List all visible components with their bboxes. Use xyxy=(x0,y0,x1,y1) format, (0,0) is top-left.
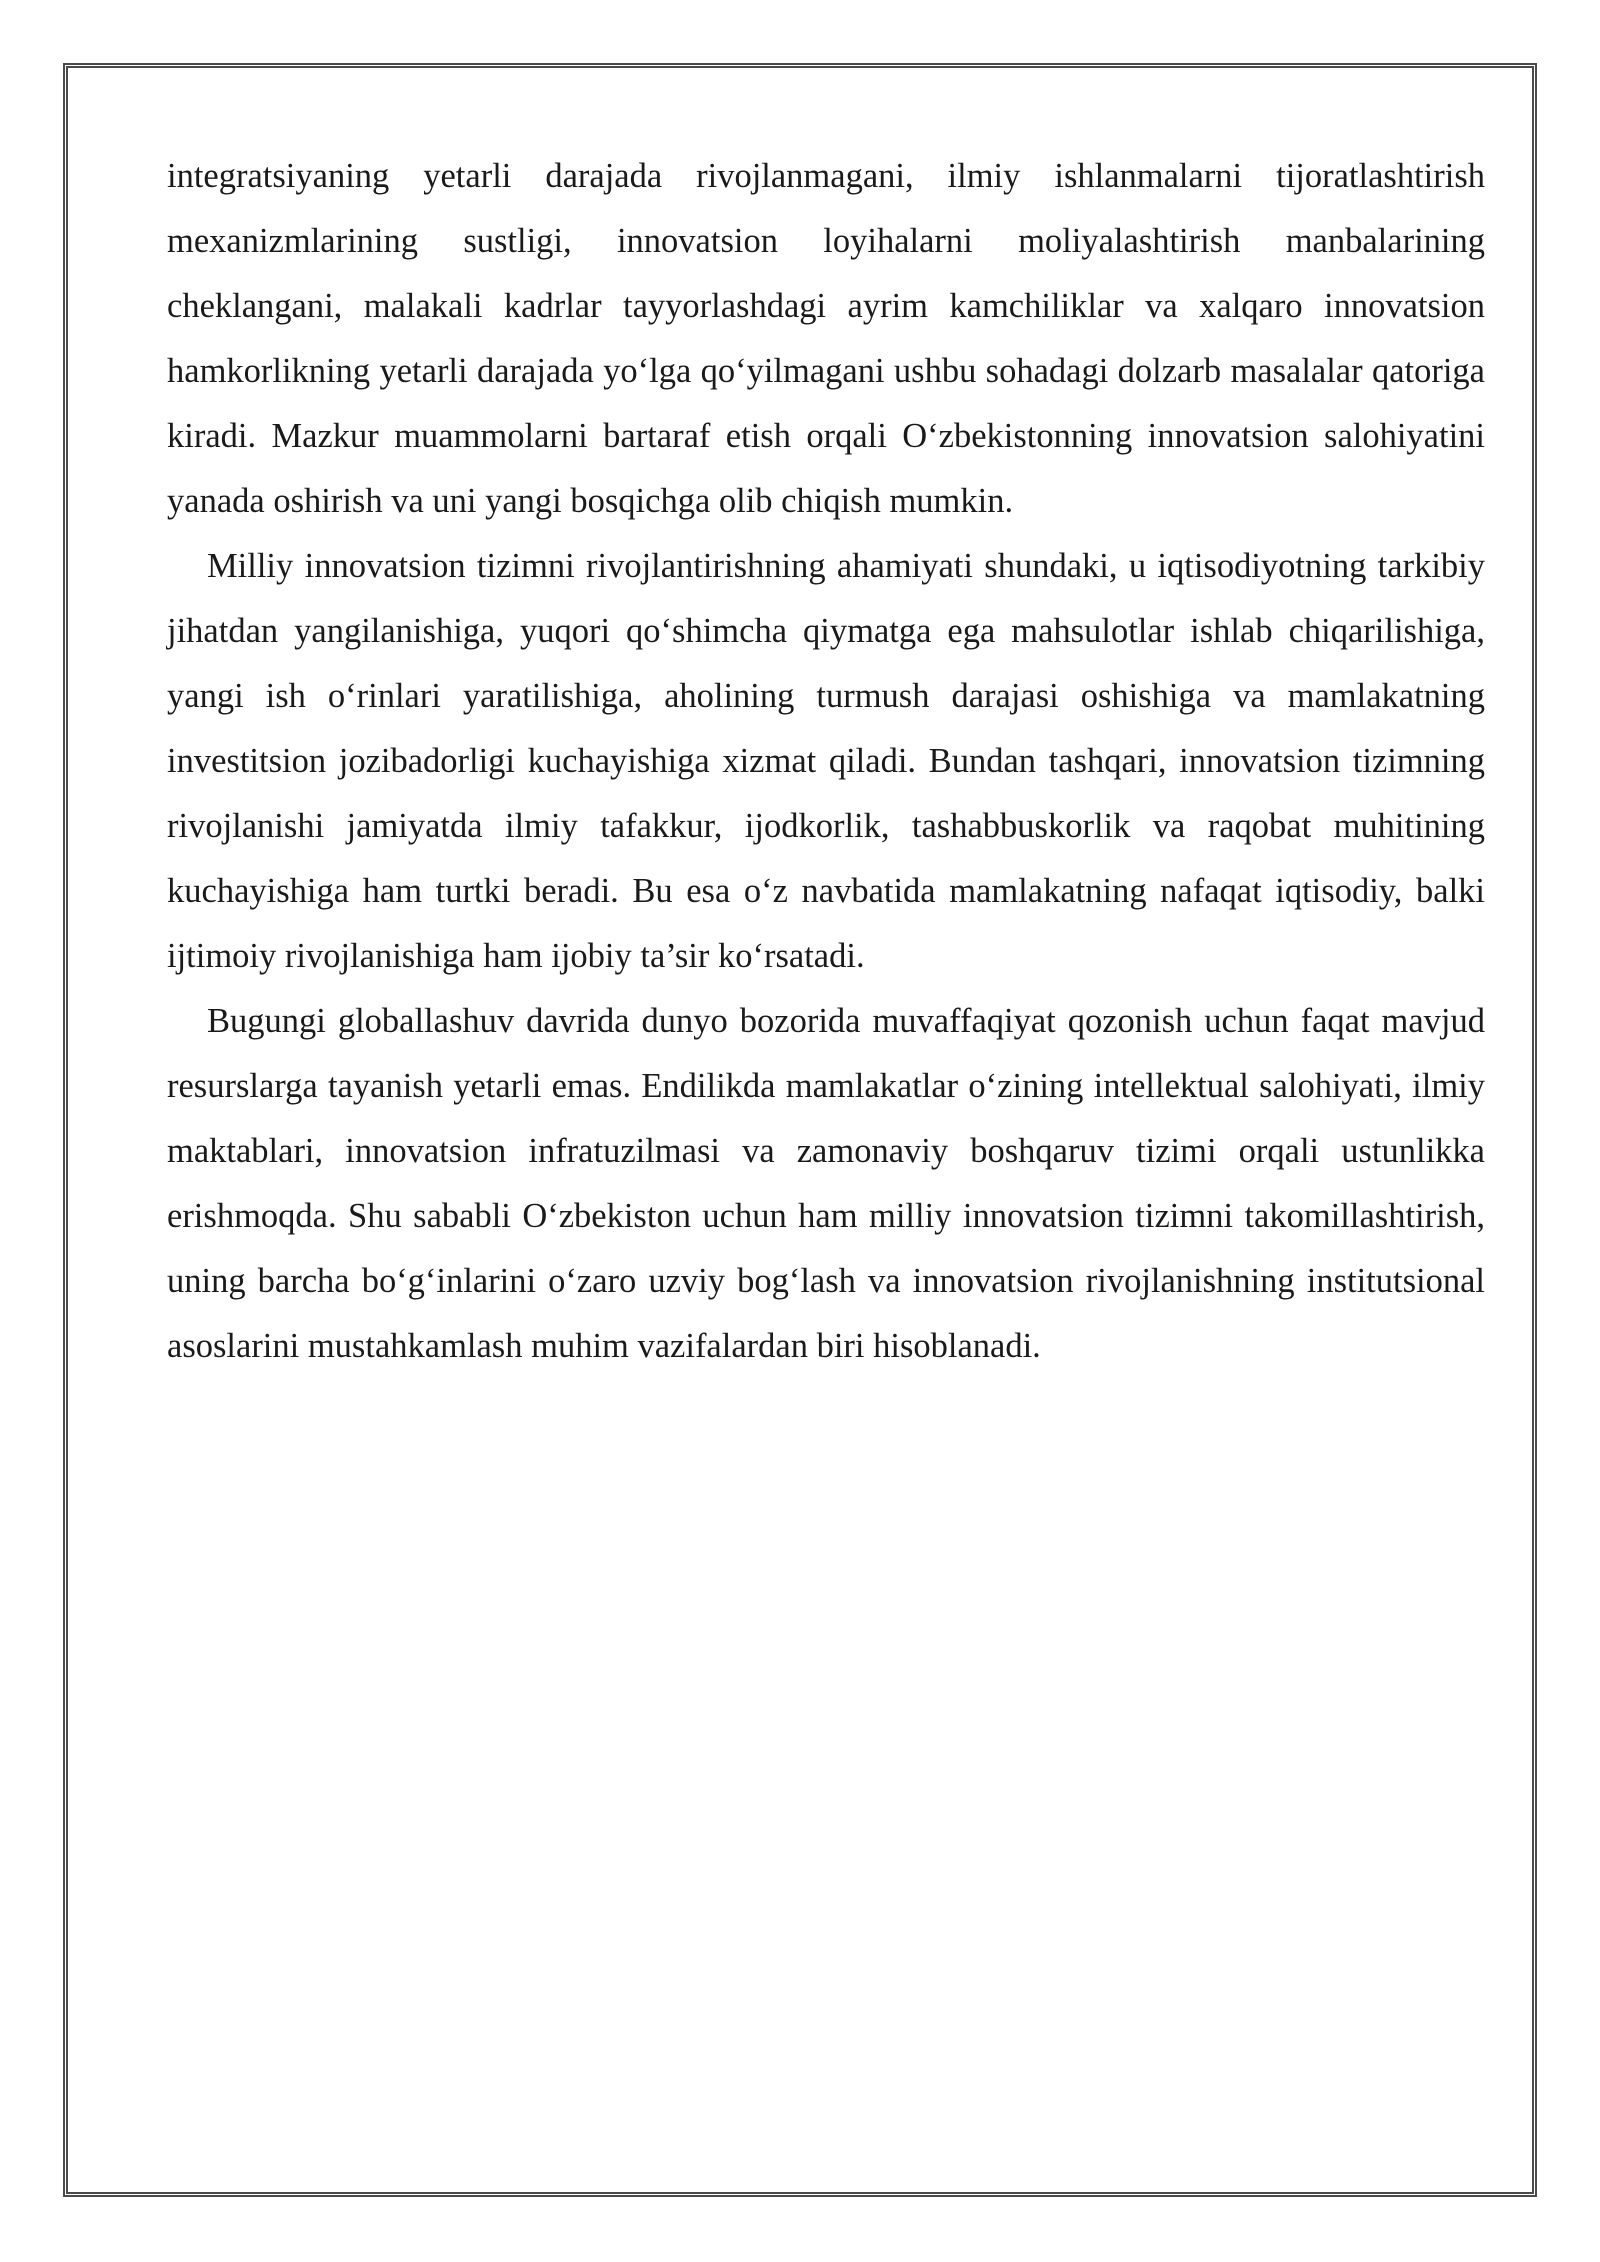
paragraph-3: Bugungi globallashuv davrida dunyo bozorida muvaffaqiyat qozonish uchun faqat mavjud resurslarga tayanish yetarli emas. Endilikda mamlakatlar o‘zining intellektual salohiyati, ilmiy maktablari, innovatsion infratuzilmasi va zamonaviy boshqaruv tizimi orqali ustunlikka erishmoqda. Shu sababli O‘zbekiston uchun ham milliy innovatsion tizimni takomillashtirish, uning barcha bo‘g‘inlarini o‘zaro uzviy bog‘lash va innovatsion rivojlanishning institutsional asoslarini mustahkamlash muhim vazifalardan biri hisoblanadi. xyxy=(167,1002,1485,1365)
paragraph-2: Milliy innovatsion tizimni rivojlantirishning ahamiyati shundaki, u iqtisodiyotning tarkibiy jihatdan yangilanishiga, yuqori qo‘shimcha qiymatga ega mahsulotlar ishlab chiqarilishiga, yangi ish o‘rinlari yaratilishiga, aholining turmush darajasi oshishiga va mamlakatning investitsion jozibadorligi kuchayishiga xizmat qiladi. Bundan tashqari, innovatsion tizimning rivojlanishi jamiyatda ilmiy tafakkur, ijodkorlik, tashabbuskorlik va raqobat muhitining kuchayishiga ham turtki beradi. Bu esa o‘z navbatida mamlakatning nafaqat iqtisodiy, balki ijtimoiy rivojlanishiga ham ijobiy ta’sir ko‘rsatadi. xyxy=(167,547,1485,975)
document-body xyxy=(167,144,1485,1379)
paragraph-1: integratsiyaning yetarli darajada rivojlanmagani, ilmiy ishlanmalarni tijoratlashtirish mexanizmlarining sustligi, innovatsion loyihalarni moliyalashtirish manbalarining cheklangani, malakali kadrlar tayyorlashdagi ayrim kamchiliklar va xalqaro innovatsion hamkorlikning yetarli darajada yo‘lga qo‘yilmagani ushbu sohadagi dolzarb masalalar qatoriga kiradi. Mazkur muammolarni bartaraf etish orqali O‘zbekistonning innovatsion salohiyatini yanada oshirish va uni yangi bosqichga olib chiqish mumkin. xyxy=(167,157,1485,520)
